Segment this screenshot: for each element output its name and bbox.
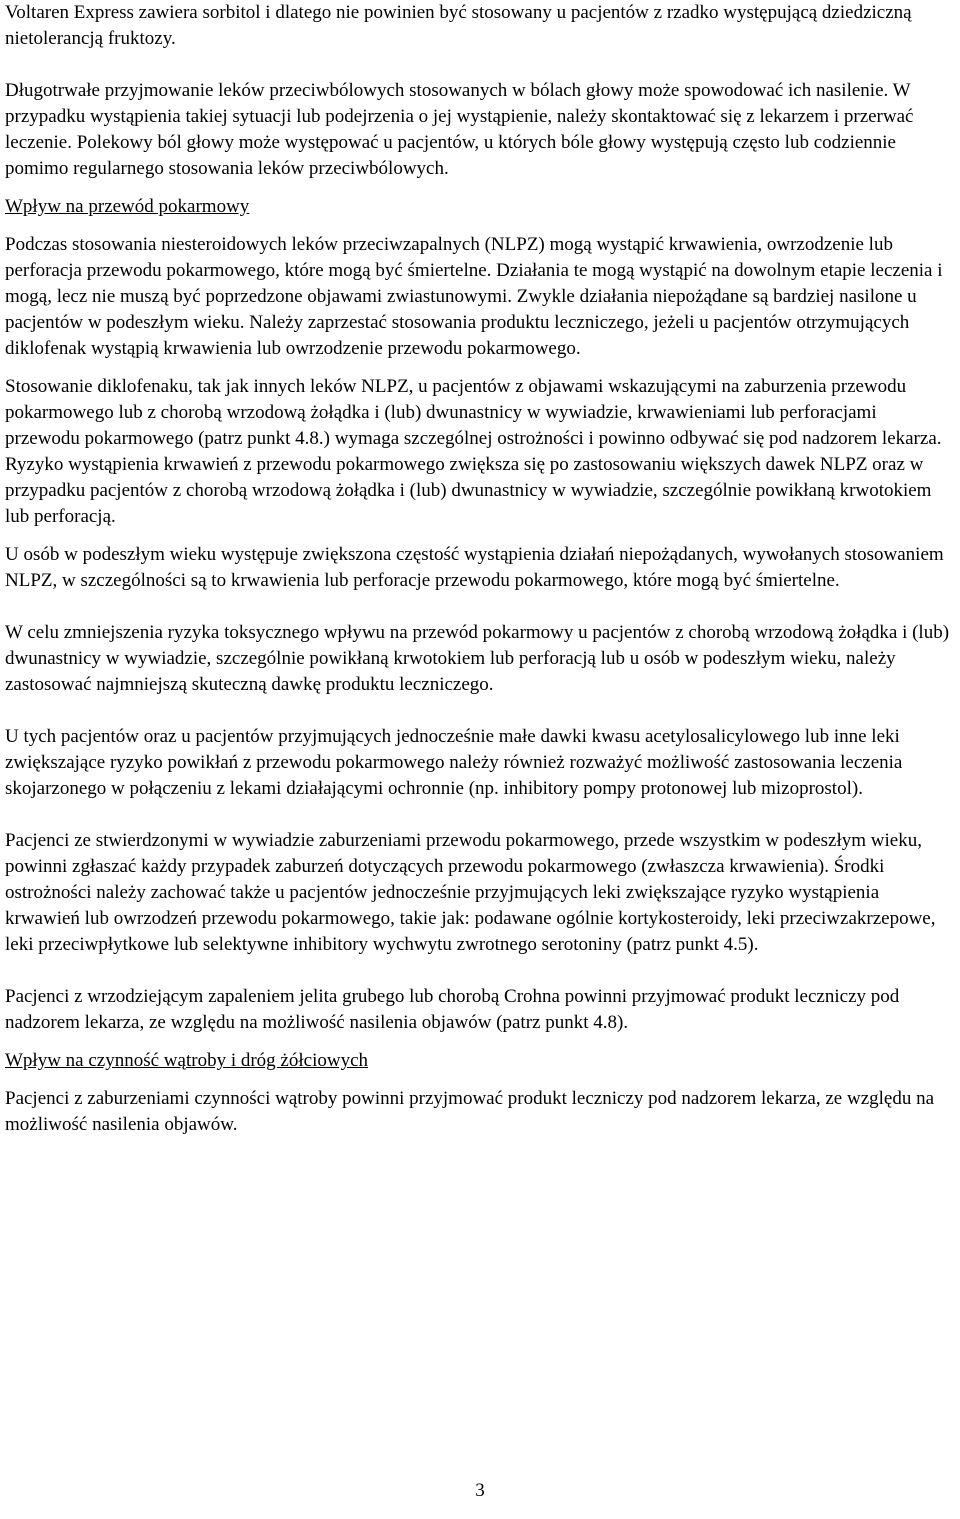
section-heading-digestive: Wpływ na przewód pokarmowy [5,196,250,217]
page-number: 3 [475,1480,485,1501]
paragraph-sorbitol: Voltaren Express zawiera sorbitol i dlatego nie powinien być stosowany u pacjentów z rzadko występującą dziedziczną nietolerancją fruktozy. [5,2,912,49]
paragraph-headache: Długotrwałe przyjmowanie leków przeciwbólowych stosowanych w bólach głowy może spowodować ich nasilenie. W przypadku wystąpienia takiej sytuacji lub podejrzenia o jej wystąpienie, należy skontaktować się z lekarzem i przerwać leczenie. Polekowy ból głowy może występować u pacjentów, u których bóle głowy występują często lub codziennie pomimo regularnego stosowania leków przeciwbólowych. [5,80,914,179]
paragraph-liver: Pacjenci z zaburzeniami czynności wątroby powinni przyjmować produkt leczniczy pod nadzorem lekarza, ze względu na możliwość nasilenia objawów. [5,1088,935,1135]
document-page [5,0,953,1138]
paragraph-nlpz-bleeding: Podczas stosowania niesteroidowych leków przeciwzapalnych (NLPZ) mogą wystąpić krwawienia, owrzodzenie lub perforacja przewodu pokarmowego, które mogą być śmiertelne. Działania te mogą wystąpić na dowolnym etapie leczenia i mogą, lecz nie muszą być poprzedzone objawami zwiastunowymi. Zwykle działania niepożądane są bardziej nasilone u pacjentów w podeszłym wieku. Należy zaprzestać stosowania produktu leczniczego, jeżeli u pacjentów otrzymujących diklofenak wystąpią krwawienia lub owrzodzenie przewodu pokarmowego. [5,234,943,359]
paragraph-history-patients: Pacjenci ze stwierdzonymi w wywiadzie zaburzeniami przewodu pokarmowego, przede wszystkim w podeszłym wieku, powinni zgłaszać każdy przypadek zaburzeń dotyczących przewodu pokarmowego (zwłaszcza krwawienia). Środki ostrożności należy zachować także u pacjentów jednocześnie przyjmujących leki zwiększające ryzyko wystąpienia krwawień lub owrzodzeń przewodu pokarmowego, takie jak: podawane ogólnie kortykosteroidy, leki przeciwzakrzepowe, leki przeciwpłytkowe lub selektywne inhibitory wychwytu zwrotnego serotoniny (patrz punkt 4.5). [5,830,936,955]
paragraph-protective-therapy: U tych pacjentów oraz u pacjentów przyjmujących jednocześnie małe dawki kwasu acetylosalicylowego lub inne leki zwiększające ryzyko powikłań z przewodu pokarmowego należy również rozważyć możliwość zastosowania leczenia skojarzonego w połączeniu z lekami działającymi ochronnie (np. inhibitory pompy protonowej lub mizoprostol). [5,726,903,799]
paragraph-diclofenac-caution: Stosowanie diklofenaku, tak jak innych leków NLPZ, u pacjentów z objawami wskazującymi na zaburzenia przewodu pokarmowego lub z chorobą wrzodową żołądka i (lub) dwunastnicy w wywiadzie, krwawieniami lub perforacjami przewodu pokarmowego (patrz punkt 4.8.) wymaga szczególnej ostrożności i powinno odbywać się pod nadzorem lekarza. Ryzyko wystąpienia krwawień z przewodu pokarmowego zwiększa się po zastosowaniu większych dawek NLPZ oraz w przypadku pacjentów z chorobą wrzodową żołądka i (lub) dwunastnicy w wywiadzie, szczególnie powikłaną krwotokiem lub perforacją. [5,376,942,527]
paragraph-elderly: U osób w podeszłym wieku występuje zwiększona częstość wystąpienia działań niepożądanych, wywołanych stosowaniem NLPZ, w szczególności są to krwawienia lub perforacje przewodu pokarmowego, które mogą być śmiertelne. [5,544,944,591]
paragraph-crohn: Pacjenci z wrzodziejącym zapaleniem jelita grubego lub chorobą Crohna powinni przyjmować produkt leczniczy pod nadzorem lekarza, ze względu na możliwość nasilenia objawów (patrz punkt 4.8). [5,986,900,1033]
paragraph-risk-reduction: W celu zmniejszenia ryzyka toksycznego wpływu na przewód pokarmowy u pacjentów z chorobą wrzodową żołądka i (lub) dwunastnicy w wywiadzie, szczególnie powikłaną krwotokiem lub perforacją lub u osób w podeszłym wieku, należy zastosować najmniejszą skuteczną dawkę produktu leczniczego. [5,622,950,695]
section-heading-liver: Wpływ na czynność wątroby i dróg żółciowych [5,1050,369,1071]
